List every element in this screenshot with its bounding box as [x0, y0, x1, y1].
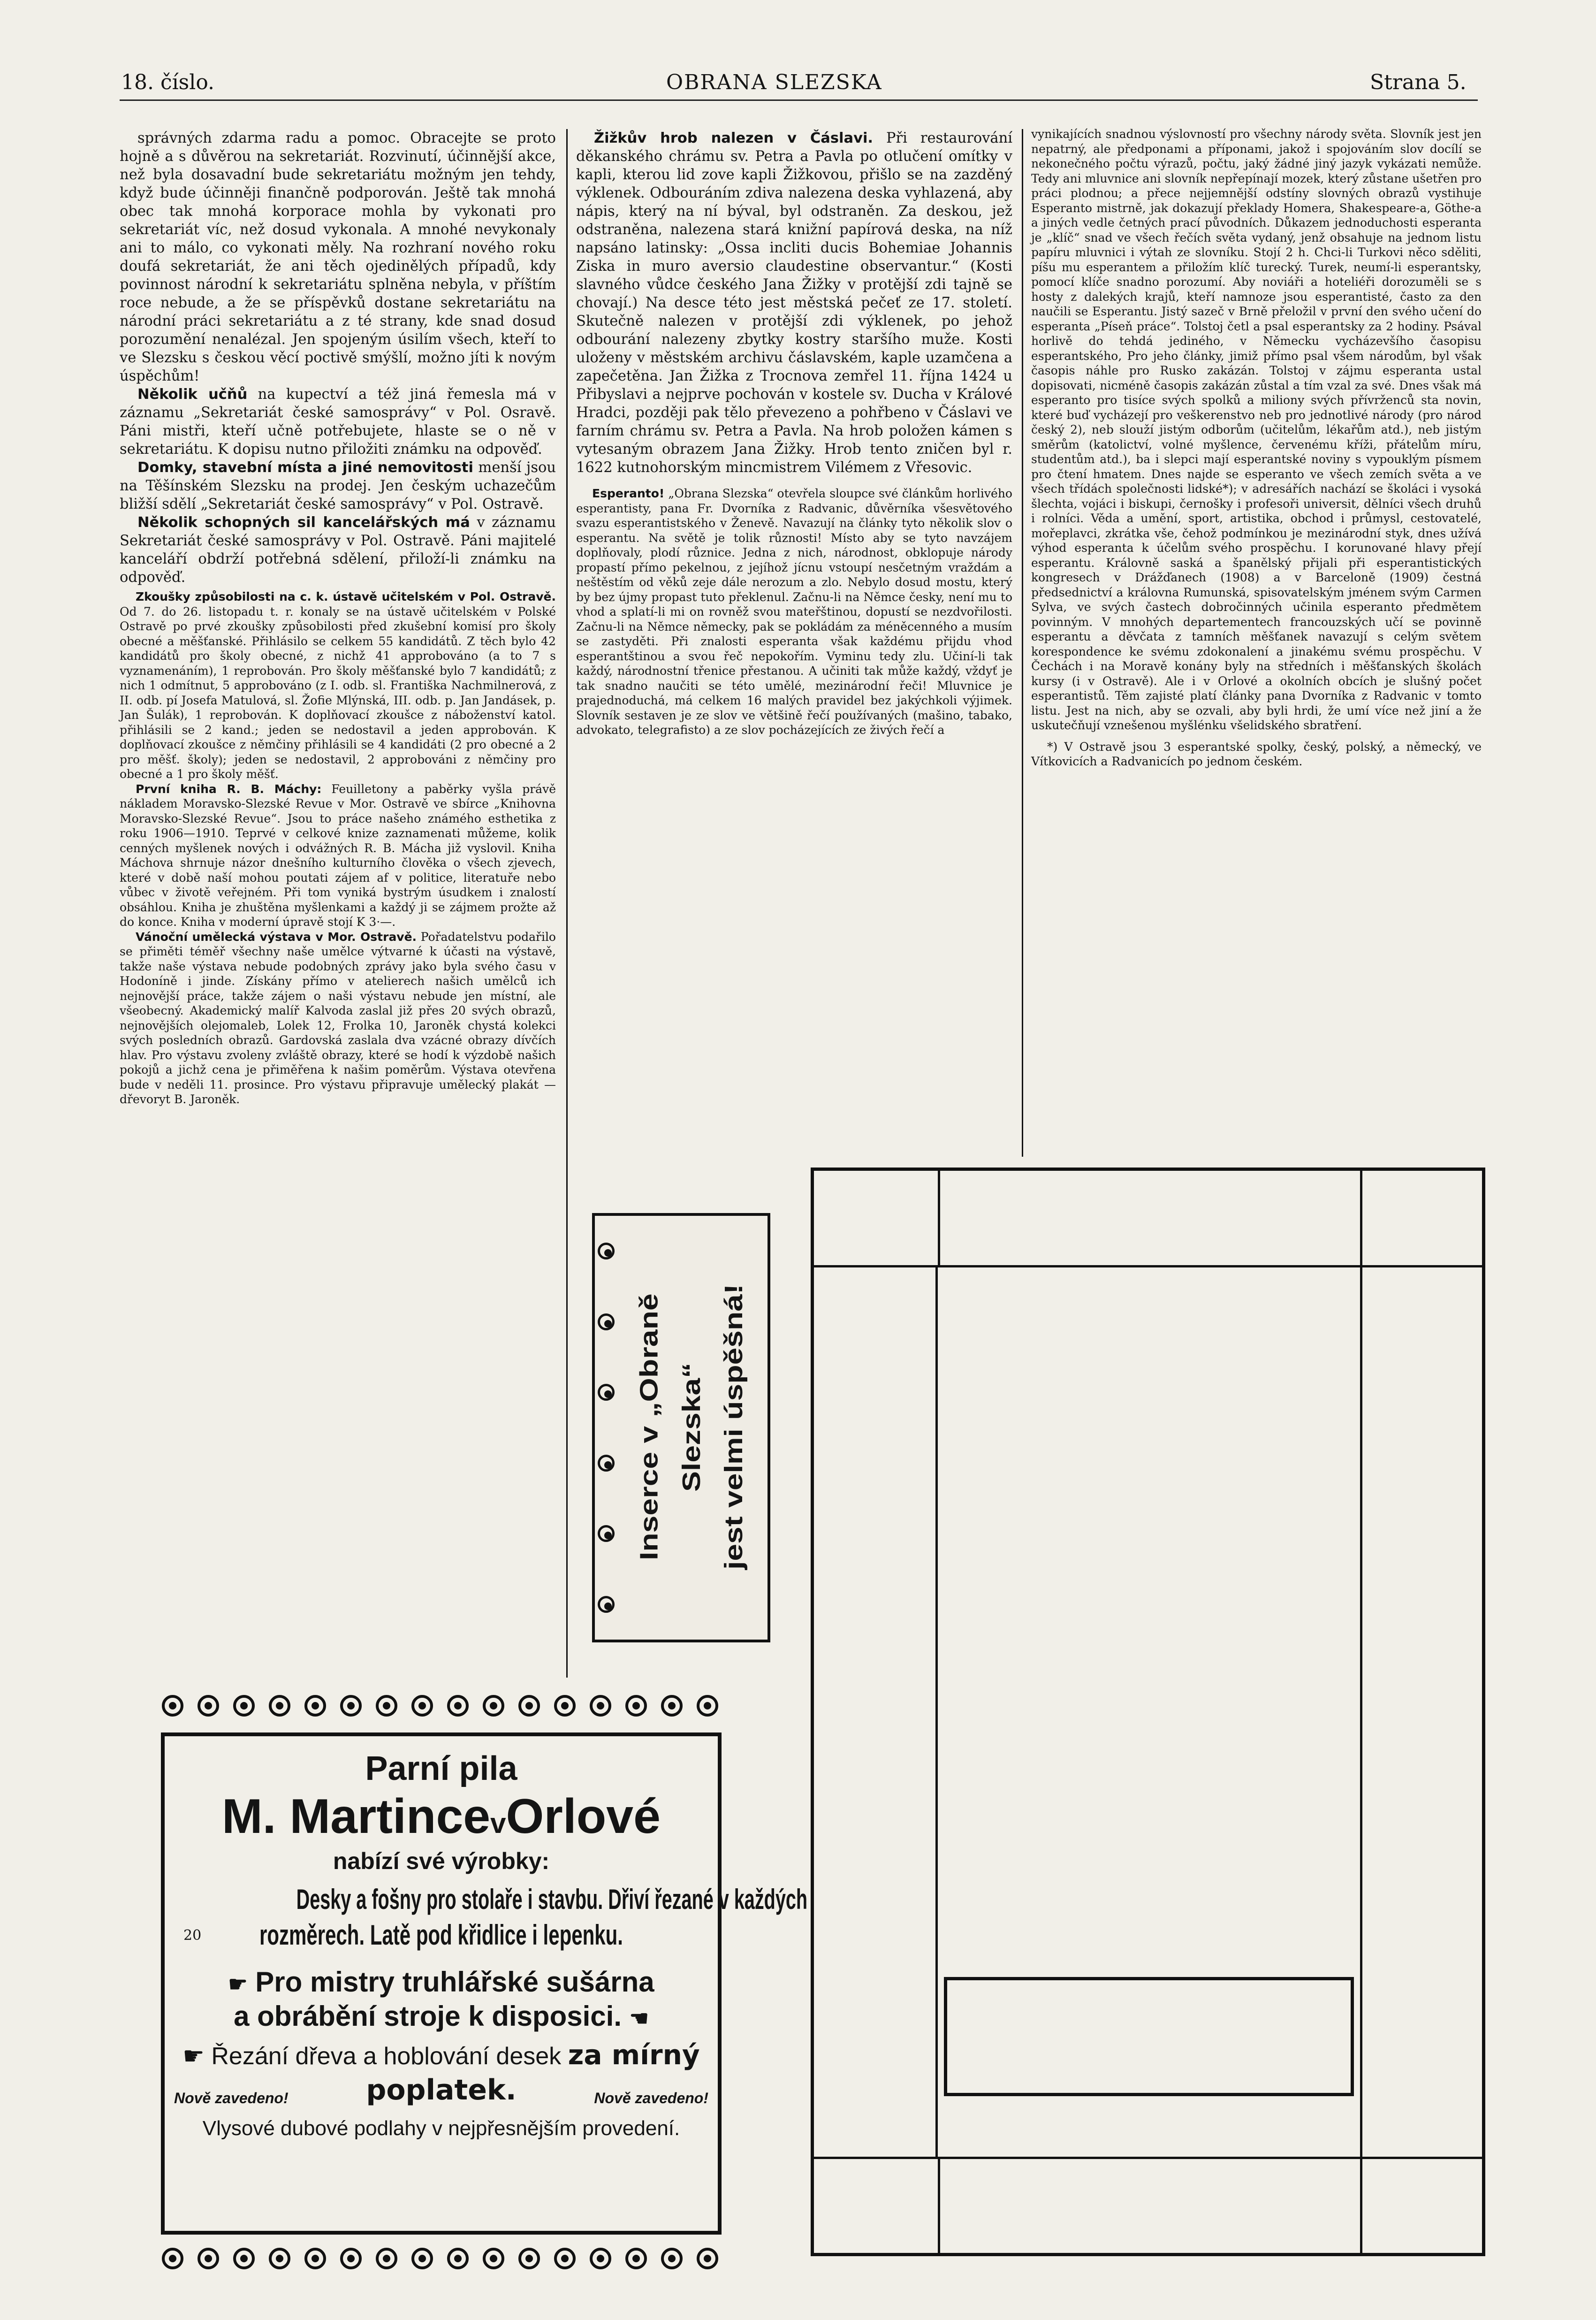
column-2-small — [576, 486, 1012, 738]
ad-pila-line7: Vlysové dubové podlahy v nejpřesnějším provedení. — [202, 2117, 680, 2140]
ring-icon — [598, 1455, 615, 1472]
ad-pila-line4-wrap — [165, 2000, 718, 2032]
issue-number: 18. číslo. — [121, 70, 215, 94]
ring-icon — [233, 2248, 255, 2269]
ad-parni-pila — [121, 1695, 808, 2282]
ad-inserce-line2: jest velmi úspěšná! — [719, 1284, 748, 1570]
article-esperanto — [576, 486, 1012, 738]
article-zizka-title: Žižkův hrob nalezen v Čáslavi. — [594, 130, 874, 146]
ring-icon — [598, 1596, 615, 1613]
article-sekretariat: správných zdarma radu a pomoc. Obracejte se proto hojně a s důvěrou na sekretariát. Rozvinutí, účinnější akce, než byla dosavadní bude sekretariátu možným jen tehdy, když bude účinněji finančně podporován. Ještě tak mnohá obec tak mnohá korporace mohla by vykonati pro sekretariát víc, než dosud vykonala. A mnohé nevykonaly ani to málo, co vykonati měly. Na rozhraní nového roku doufá sekretariát, že ani těch ojedinělých případů, kdy povinnost národní k sekretariátu splněna nebyla, v příštím roce nebude, a že se příspěvků dostane sekretariátu na národní práci sekretariátu a z té strany, kde snad dosud porozumění nenalézal. Jen spojeným úsilím všech, kteří to ve Slezsku s českou věcí poctivě smýšlí, možno jíti k novým úspěchům! — [120, 130, 556, 384]
ad-pila-nove-left: Nově zavedeno! — [174, 2090, 289, 2106]
ring-icon — [376, 1695, 397, 1717]
ad-pila-line2: rozměrech. Latě pod křidlice i lepenku. — [259, 1919, 623, 1951]
ad-brdicky-band-top — [814, 2157, 1482, 2253]
article-vystava-body: Pořadatelstvu podařilo se přiměti téměř všechny naše umělce výtvarné k účasti na výstavě, takže naše výstava nebude podobných zprávy jako byla svého času v Hodoníně i jinde. Získány přímo v atelierech našich umělců ich nejnovější práce, takže zájem o naši výstavu nebude jen místní, ale všeobecný. Akademický malíř Kalvoda zaslal již přes 20 svých obrazů, nejnovějších olejomaleb, Lolek 12, Frolka 10, Jaroněk chystá kolekci svých posledních obrazů. Gardovská zaslala dva vzácné obrazy dívčích hlav. Pro výstavu zvoleny zvláště obrazy, které se hodí k výzdobě našich pokojů a jichž cena je přiměřena k našim poměrům. Výstava otevřena bude v neděli 11. prosince. Pro výstavu připravuje umělecký plakát — dřevoryt B. Jaroněk. — [120, 930, 556, 1106]
ad-pila-line5-wrap — [165, 2039, 718, 2071]
ad-pila-line6: poplatek. — [366, 2074, 517, 2106]
ad-pila-rings-top — [121, 1695, 759, 1728]
hand-pointer-icon: ☛ — [182, 2043, 205, 2070]
ad-pila-line5b: za mírný — [568, 2039, 700, 2071]
ring-icon — [162, 1695, 183, 1717]
ring-icon — [198, 2248, 219, 2269]
ring-icon — [554, 2248, 576, 2269]
article-macha-title: První kniha R. B. Máchy: — [136, 782, 322, 796]
article-esperanto-title: Esperanto! — [592, 487, 665, 500]
ring-icon — [590, 1695, 611, 1717]
ad-pila-line2-wrap — [165, 1919, 718, 1949]
ad-inserce-text — [621, 1228, 761, 1626]
ad-brdicky-kaviar — [814, 2159, 938, 2253]
ad-brdicky-kolinea — [814, 1171, 938, 1265]
article-domky — [120, 458, 556, 513]
ad-brdicky-cokolada — [1360, 1171, 1482, 1265]
ad-pila-num: 20 — [183, 1927, 202, 1944]
page-number: Strana 5. — [1370, 70, 1467, 94]
ad-brdicky-sardinky — [1360, 2159, 1482, 2253]
article-kancelar — [120, 513, 556, 587]
ring-icon — [340, 2248, 362, 2269]
ad-inserce-lines — [628, 1230, 755, 1624]
ad-brdicky-inner — [814, 1171, 1482, 2253]
ad-pila-nove-right: Nově zavedeno! — [594, 2090, 708, 2106]
article-zizka — [576, 129, 1012, 477]
ad-pila-box — [161, 1732, 808, 2235]
article-ucni-title: Několik učňů — [137, 386, 248, 403]
ad-pila-company-town: Orlové — [506, 1789, 661, 1844]
ring-icon — [304, 2248, 326, 2269]
ad-inserce-rings — [595, 1216, 617, 1640]
article-domky-title: Domky, stavební místa a jiné nemovitosti — [137, 459, 473, 476]
ring-icon — [483, 1695, 504, 1717]
ad-pila-title: Parní pila — [365, 1750, 517, 1787]
ring-icon — [661, 2248, 683, 2269]
ring-icon — [269, 1695, 290, 1717]
ad-pila-line4: a obrábění stroje k disposici. — [234, 2000, 622, 2032]
ring-icon — [697, 2248, 718, 2269]
ad-pila-company-name: M. Martince — [222, 1789, 491, 1844]
ad-pila-rings-bottom — [121, 2248, 759, 2281]
ring-icon — [661, 1695, 683, 1717]
article-esperanto-body: „Obrana Slezska“ otevřela sloupce své článkům horlivého esperantisty, pana Fr. Dvorníka z Radvanic, důvěrníka všesvětového svazu esperantistského v Ženevě. Navazují na články tyto několik slov o esperantu. Na světě je tolik různosti! Místo aby se tyto navzájem doplňovaly, plodí různice. Jedna z nich, národnost, obklopuje národy propastí přímo pekelnou, z jejíhož jícnu vstoupí nesčetným vraždám a neštěstím od věků zeje dále nerozum a zlo. Nebylo dosud mostu, který by bez újmy propast tuto překlenul. Začnu-li na Němce česky, není mu to vhod a splatí-li mi on rovněž svou mateřštinou, dopustí se nezdvořilosti. Začnu-li na Němce německy, pak se pokládám za méněcenného a musím se zastyděti. Při znalosti esperanta však každému přijdu vhod esperantštinou a svou řeč nepokořím. Vyminu tedy zlu. Učiní-li tak každý, národnostní třenice přestanou. A učiniti tak může každý, vždyť je tak snadno naučiti se této umělé, mezinárodní řeči! Mluvnice je prajednoduchá, má celkem 16 malých pravidel bez jakýchkoli výjimek. Slovník sestaven je ze slov ve většině řečí používaných (mašino, tabako, advokato, telegrafisto) a ze slov pocházejících ze živých řečí a — [576, 487, 1012, 737]
ring-icon — [598, 1384, 615, 1401]
article-macha-body: Feuilletony a paběrky vyšla právě nákladem Moravsko-Slezské Revue v Mor. Ostravě ve sbírce „Knihovna Moravsko-Slezské Revue“. Jsou to práce našeho známého esthetika z roku 1906—1910. Teprvé v celkové knize zaznamenati můžeme, kolik cenných myšlenek nových i odvážných R. B. Mácha již vyslovil. Kniha Máchova shrnuje názor dnešního kulturního člověka o všech zjevech, které v době naší mohou poutati zájem af v politice, literatuře nebo vůbec v životě veřejném. Při tom vyniká bystrým úsudkem i znalostí obsáhlou. Kniha je zhuštěna myšlenkami a každý ji se zájmem prožte až do konce. Kniha v moderní úpravě stojí K 3·—. — [120, 782, 556, 929]
article-vystava — [120, 930, 556, 1107]
ad-pila-line3-wrap — [165, 1966, 718, 1998]
ring-icon — [554, 1695, 576, 1717]
ad-brdicky-uzeniny — [938, 2159, 1360, 2253]
ad-pila-line3: Pro mistry truhlářské sušárna — [255, 1966, 654, 1998]
ad-brdicky-list-right — [814, 1267, 938, 2157]
ad-brdicky-list-left — [1360, 1267, 1482, 2157]
newspaper-title: OBRANA SLEZSKA — [666, 70, 882, 94]
ad-pila-line1: Desky a fošny pro stolaře i stavbu. Dřiví řezané v každých — [296, 1884, 808, 1915]
column-2 — [576, 129, 1012, 738]
footnote: *) V Ostravě jsou 3 esperantské spolky, český, polský, a německý, ve Vítkovicích a Radvanicích po jednom českém. — [1031, 740, 1482, 768]
ring-icon — [269, 2248, 290, 2269]
ad-brdicky — [811, 1168, 1485, 2256]
ring-icon — [411, 1695, 433, 1717]
ring-icon — [625, 2248, 647, 2269]
ring-icon — [625, 1695, 647, 1717]
ring-icon — [447, 1695, 469, 1717]
ring-icon — [340, 1695, 362, 1717]
article-zkousky — [120, 589, 556, 782]
ring-icon — [518, 2248, 540, 2269]
ad-inserce-line1: Inserce v „Obraně Slezska“ — [634, 1293, 706, 1561]
ring-icon — [697, 1695, 718, 1717]
ring-icon — [198, 1695, 219, 1717]
ad-pila-company-v: v — [490, 1808, 506, 1839]
article-esperanto-cont: vynikajících snadnou výslovností pro všechny národy světa. Slovník jest jen nepatrný, ale předponami a příponami, jakož i spojováním slov docílí se nekonečného počtu výrazů, počtu, jaký žádné jiný jazyk vykázati nemůže. Tedy ani mluvnice ani slovník nepřepínají mozek, který zůstane ušetřen pro práci plodnou; a přece nejjemnější odstíny slovných obrazů vystihuje Esperanto mistrně, jak dokazují překlady Homera, Shakespeare-a, Göthe-a a jiných vedle četných prací původních. Důkazem jednoduchosti esperanta je „klíč“ snad ve všech řečích světa vydaný, jenž obsahuje na jednom listu papíru mluvnici i výtah ze slovníku. Stojí 2 h. Chci-li Turkovi něco sděliti, píšu mu esperantem a přiložím klíč turecký. Turek, neumí-li esperantsky, pomocí klíče snadno porozumí. Aby noviáři a hoteliéři dorozuměli se s hosty z dalekých krajů, kteří namnoze jsou esperantisté, často za den naučili se Esperantu. Jistý sazeč v Brně přeložil v první den svého učení do esperanta „Píseň práce“. Tolstoj četl a psal esperantsky za 2 hodiny. Psával horlivě do tehdá jediného, v Německu vycházevšího časopisu esperantského, Pro jeho články, jimiž přímo psal všem národům, byl však časopis náhle pro Rusko zakázán. Tolstoj v zájmu esperanta ustal dopisovati, nicméně časopis zakázán zůstal a tím vzal za své. Dnes však má esperanto pro tisíce svých spolků a miliony svých přívrženců sta novin, které buď vycházejí pro veškerenstvo neb pro jednotlivé národy (pro národ český 2), neb slouží jistým odborům (učitelům, lékařům atd.), neb jistým směrům (katolictví, volné myšlence, červenému kříži, přátelům míru, studentům atd.), ba i slepci mají esperantské noviny s vypouklým písmem pro čtení hmatem. Dnes najde se esperanto ve všech zemích světa a ve všech třídách společnosti lidské*); v adresářích nachází se školáci i vysoká šlechta, vojáci i biskupi, černošky i profesoři universit, dělníci všech druhů i rolníci. Věda a umění, sport, artistika, obchod i průmysl, cestovatelé, mořeplavci, zkrátka vše, čehož podmínkou je mezinárodní styk, dnes užívá výhod esperanta k účelům svého prospěchu. I korunované hlavy přejí esperantu. Královně saská a španělský přijali při esperantistických kongresech v Drážďanech (1908) a v Barceloně (1909) čestná předsednictví a královna Rumunská, spisovatelským jménem svým Carmen Sylva, ve svých častech dobročinných učinila esperanto předmětem povinným. V mnohých departementech francouzských učí se povinně esperantu a děvčata z tamních měšťanek navazují s celým světem korespondence ke svému zdokonalení a jinakému svému prospěchu. V Čechách i na Moravě konány byly na středních i měšťanských školách kursy (i v Ostravě). Ale i v Orlové a okolních obcích je slušný počet esperantistů. Těm zajisté platí články pana Dvorníka z Radvanic v tomto listu. Jest na nich, aby se ozvali, aby byli hrdi, že umí více než jiní a že uskutečňují vznešenou myšlénku všelidského sbratření. — [1031, 127, 1482, 732]
hand-pointer-icon: ☚ — [629, 2006, 649, 2030]
hand-pointer-icon: ☛ — [228, 1972, 248, 1996]
ring-icon — [483, 2248, 504, 2269]
ad-brdicky-center — [938, 1267, 1360, 2157]
header-rule — [120, 99, 1478, 101]
ring-icon — [411, 2248, 433, 2269]
ring-icon — [447, 2248, 469, 2269]
article-zkousky-body: Od 7. do 26. listopadu t. r. konaly se na ústavě učitelském v Polské Ostravě po prvé zkoušky způsobilosti před zkušební komisí pro školy obecné a měšťanské. Přihlásilo se celkem 55 kandidátů. Z těch bylo 42 kandidátů pro školy obecné, z nichž 41 approbováno (a to 7 s vyznamenáním), 1 reprobován. Pro školy měšťanské bylo 7 kandidátů; z nich 1 odmítnut, 5 approbováno (z I. odb. sl. Františka Nachmilnerová, z II. odb. pí Josefa Matulová, sl. Žofie Mlýnská, III. odb. p. Jan Jandásek, p. Jan Šulák), 1 reprobován. K doplňovací zkoušce z náboženství katol. přihlásili se 2 kand.; jeden se nedostavil a jeden approbován. K doplňovací zkoušce z němčiny přihlásili se 4 kandidáti (2 pro obecné a 2 pro měšť. školy); jeden se nedostavil, 2 approbováni z němčiny pro obecné a 1 pro školy měšť. — [120, 604, 556, 781]
article-zizka-body: Při restaurování děkanského chrámu sv. Petra a Pavla po otlučení omítky v kapli, kterou lid zove kapli Žižkovou, přišlo se na zazděný výklenek. Odbouráním zdiva nalezena deska vyhlazená, aby nápis, který na ní býval, byl odstraněn. Za deskou, jež odstraněna, nalezena stará knižní papírová deska, na níž napsáno latinsky: „Ossa incliti ducis Bohemiae Johannis Ziska in muro aversio claudestine observantur.“ (Kosti slavného vůdce českého Jana Žižky v protější zdi tajně se chovají.) Na desce této jest městská pečeť ze 17. století. Skutečně nalezen v protější zdi výklenek, po jehož odbourání nalezeny zbytky kostry staršího muže. Kosti uloženy v městském archivu čáslavském, kaple uzamčena a zapečetěna. Jan Žižka z Trocnova zemřel 11. října 1424 u Přibyslavi a nejprve pochován v kostele sv. Ducha v Králové Hradci, později pak tělo převezeno a pohřbeno v Čáslavi ve farním chrámu sv. Petra a Pavla. Na hrob položen kámen s vytesaným obrazem Jana Žižky. Hrob tento zničen byl r. 1622 kutnohorským mincmistrem Vilémem z Vřesovic. — [576, 130, 1013, 476]
column-3 — [1031, 127, 1482, 769]
ad-pila-line1-wrap — [165, 1883, 808, 1915]
ad-pila-subtitle: nabízí své výrobky: — [333, 1848, 550, 1874]
article-kancelar-body: v záznamu Sekretariát české samosprávy v Pol. Ostravě. Páni majitelé kanceláří obdrží potřebná sdělení, přiloží-li známku na odpověď. — [120, 514, 556, 586]
ad-brdicky-vina — [938, 1171, 1360, 1265]
ad-pila-company — [165, 1789, 718, 1845]
article-ucni — [120, 385, 556, 458]
ring-icon — [598, 1313, 615, 1330]
ring-icon — [518, 1695, 540, 1717]
article-macha — [120, 782, 556, 930]
ring-icon — [162, 2248, 183, 2269]
article-domky-body: menší jsou na Těšínském Slezsku na prodej. Jen českým uchazečům bližší sdělí „Sekretariát české samosprávy“ v Pol. Ostravě. — [120, 459, 556, 512]
ad-pila-line5: Řezání dřeva a hoblování desek — [211, 2043, 562, 2070]
ring-icon — [376, 2248, 397, 2269]
article-vystava-title: Vánoční umělecká výstava v Mor. Ostravě. — [136, 930, 417, 944]
article-kancelar-title: Několik schopných sil kancelářských má — [137, 514, 470, 531]
ring-icon — [598, 1525, 615, 1542]
ring-icon — [304, 1695, 326, 1717]
ring-icon — [598, 1243, 615, 1259]
article-zkousky-title: Zkoušky způsobilosti na c. k. ústavě učitelském v Pol. Ostravě. — [136, 590, 556, 603]
ring-icon — [233, 1695, 255, 1717]
article-ucni-body: na kupectví a též jiná řemesla má v záznamu „Sekretariát české samosprávy“ v Pol. Osravě. Páni mistři, kteří učně potřebujete, hlaste se o ně v sekretariátu. K dopisu nutno přiložiti známku na odpověď. — [120, 386, 556, 458]
ad-brdicky-vanoce-box — [944, 1977, 1354, 2096]
column-divider-1 — [566, 129, 568, 1678]
column-1 — [120, 129, 556, 1107]
ring-icon — [590, 2248, 611, 2269]
column-1-small — [120, 589, 556, 1107]
ad-pila-line6-wrap — [165, 2074, 718, 2106]
ad-brdicky-band-bottom — [814, 1171, 1482, 1267]
column-divider-2 — [1022, 129, 1023, 1157]
ad-inserce — [592, 1213, 770, 1642]
